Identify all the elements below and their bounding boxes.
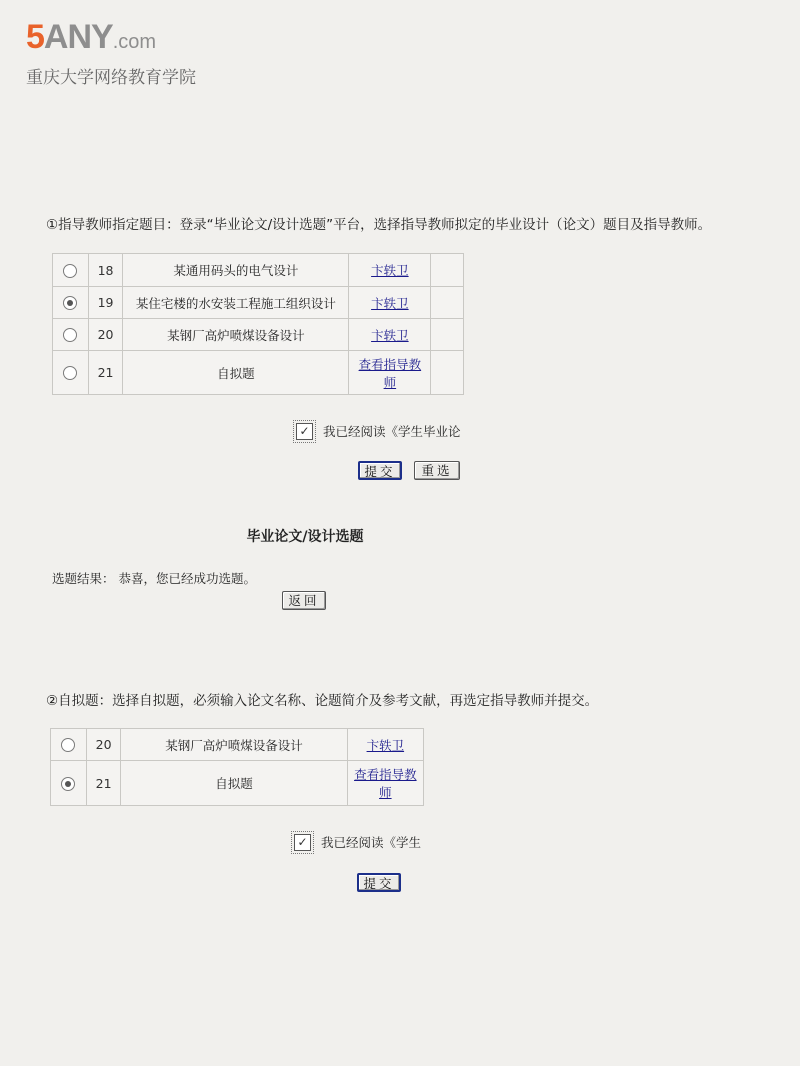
table-row <box>51 729 424 761</box>
site-logo <box>26 20 196 88</box>
result-text: 选题结果： 恭喜，您已经成功选题。 <box>52 571 256 586</box>
topic-title: 某钢厂高炉喷煤设备设计 <box>121 729 347 761</box>
table-row <box>53 287 464 319</box>
topic-radio[interactable] <box>63 366 77 380</box>
reset-button[interactable]: 重选 <box>414 461 460 480</box>
agree-row <box>296 422 461 440</box>
view-teacher-link[interactable]: 查看指导教师 <box>354 767 417 800</box>
topic-number: 18 <box>88 254 123 287</box>
topic-title: 自拟题 <box>123 351 349 395</box>
logo-domain: .com <box>112 31 157 53</box>
teacher-link[interactable]: 卞轶卫 <box>371 295 409 311</box>
topic-number: 21 <box>88 351 123 395</box>
topic-radio[interactable] <box>61 777 75 791</box>
submit-button[interactable]: 提交 <box>358 461 402 480</box>
topic-title: 自拟题 <box>121 761 347 806</box>
table-row <box>51 761 424 806</box>
table-row <box>53 319 464 351</box>
agree-row <box>294 833 421 851</box>
topic-radio[interactable] <box>63 296 77 310</box>
topic-title: 某钢厂高炉喷煤设备设计 <box>123 319 349 351</box>
result-heading: 毕业论文/设计选题 <box>246 529 364 545</box>
logo-digit: 5 <box>26 18 44 56</box>
step2-instruction: ②自拟题：选择自拟题，必须输入论文名称、论题简介及参考文献，再选定指导教师并提交。 <box>46 693 599 709</box>
agree-label: 我已经阅读《学生 <box>321 835 422 850</box>
back-button[interactable]: 返回 <box>282 591 326 610</box>
teacher-link[interactable]: 卞轶卫 <box>371 327 409 343</box>
topic-table-2 <box>50 728 424 806</box>
topic-table-1 <box>52 253 464 395</box>
logo-mark <box>26 20 196 59</box>
teacher-link[interactable]: 卞轶卫 <box>366 737 405 753</box>
topic-title: 某通用码头的电气设计 <box>123 254 349 287</box>
agree-label: 我已经阅读《学生毕业论 <box>323 424 461 439</box>
agree-checkbox[interactable]: ✓ <box>294 834 311 851</box>
topic-radio[interactable] <box>61 738 75 752</box>
topic-title: 某住宅楼的水安装工程施工组织设计 <box>123 287 349 319</box>
logo-word: ANY <box>43 18 113 56</box>
step1-instruction: ①指导教师指定题目：登录“毕业论文/设计选题”平台，选择指导教师拟定的毕业设计（论文）题目及指导教师。 <box>46 217 712 233</box>
view-teacher-link[interactable]: 查看指导教师 <box>358 356 422 390</box>
topic-radio[interactable] <box>63 264 77 278</box>
submit-button[interactable]: 提交 <box>357 873 401 892</box>
logo-subtitle: 重庆大学网络教育学院 <box>26 68 196 88</box>
topic-number: 20 <box>86 729 121 761</box>
teacher-link[interactable]: 卞轶卫 <box>371 263 409 278</box>
agree-checkbox[interactable]: ✓ <box>296 423 313 440</box>
table-row <box>53 351 464 395</box>
topic-radio[interactable] <box>63 328 77 342</box>
topic-number: 21 <box>86 761 121 806</box>
table-row <box>53 254 464 287</box>
topic-number: 19 <box>88 287 123 319</box>
topic-number: 20 <box>88 319 123 351</box>
